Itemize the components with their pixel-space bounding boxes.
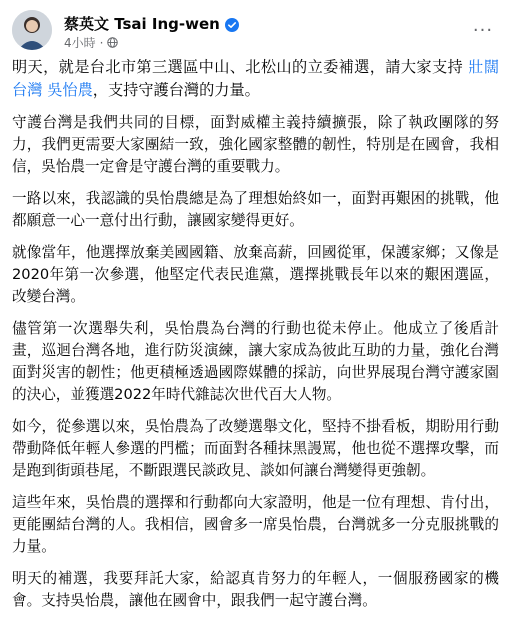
hashtag-link[interactable]: 吳怡農	[47, 81, 93, 99]
post-paragraph-1: 明天，就是台北市第三選區中山、北松山的立委補選，請大家支持 壯闊台灣 吳怡農，支持守護台灣的力量。	[12, 58, 500, 99]
post-paragraph-7: 這些年來，吳怡農的選擇和行動都向大家證明，他是一位有理想、肯付出，更能團結台灣的人。我相信，國會多一席吳怡農，台灣就多一分克服挑戰的力量。	[12, 494, 499, 555]
post-header	[12, 10, 501, 52]
post-paragraph-8: 明天的補選，我要拜託大家，給認真肯努力的年輕人，一個服務國家的機會。支持吳怡農，讓他在國會中，跟我們一起守護台灣。	[12, 570, 499, 609]
meta-separator: ·	[99, 35, 104, 50]
globe-icon	[107, 37, 118, 48]
post-paragraph-4: 就像當年，他選擇放棄美國國籍、放棄高薪，回國從軍，保護家鄉；又像是2020年第一次參選，他堅定代表民進黨，選擇挑戰長年以來的艱困選區，改變台灣。	[12, 244, 499, 305]
author-name[interactable]: 蔡英文 Tsai Ing-wen	[64, 15, 220, 33]
post-timestamp[interactable]: 4小時	[64, 36, 96, 50]
post-paragraph-2: 守護台灣是我們共同的目標，面對威權主義持續擴張，除了執政團隊的努力，我們更需要大家團結一致，強化國家整體的韌性，特別是在國會，我相信，吳怡農一定會是守護台灣的重要戰力。	[12, 114, 499, 175]
hashtag-link[interactable]: 壯闊台灣	[12, 58, 500, 99]
post-meta	[64, 34, 118, 51]
verified-badge-icon	[225, 17, 239, 31]
author-row	[64, 13, 239, 34]
post-paragraph-3: 一路以來，我認識的吳怡農總是為了理想始終如一，面對再艱困的挑戰，他都願意一心一意付出行動，讓國家變得更好。	[12, 190, 499, 229]
post-body	[12, 56, 499, 622]
avatar[interactable]	[12, 10, 52, 50]
post-paragraph-5: 儘管第一次選舉失利，吳怡農為台灣的行動也從未停止。他成立了後盾計畫，巡迴台灣各地，進行防災演練，讓大家成為彼此互助的力量，強化台灣面對災害的韌性；他更積極透過國際媒體的採訪，向世界展現台灣守護家園的決心，並獲選2022年時代雜誌次世代百大人物。	[12, 320, 499, 403]
post-paragraph-6: 如今，從參選以來，吳怡農為了改變選舉文化，堅持不掛看板，期盼用行動帶動降低年輕人參選的門檻；而面對各種抹黑謾罵，他也從不選擇攻擊，而是跑到街頭巷尾，不斷跟選民談政見、談如何讓台灣變得更強韌。	[12, 418, 499, 479]
more-options-icon[interactable]: ···	[472, 19, 494, 41]
